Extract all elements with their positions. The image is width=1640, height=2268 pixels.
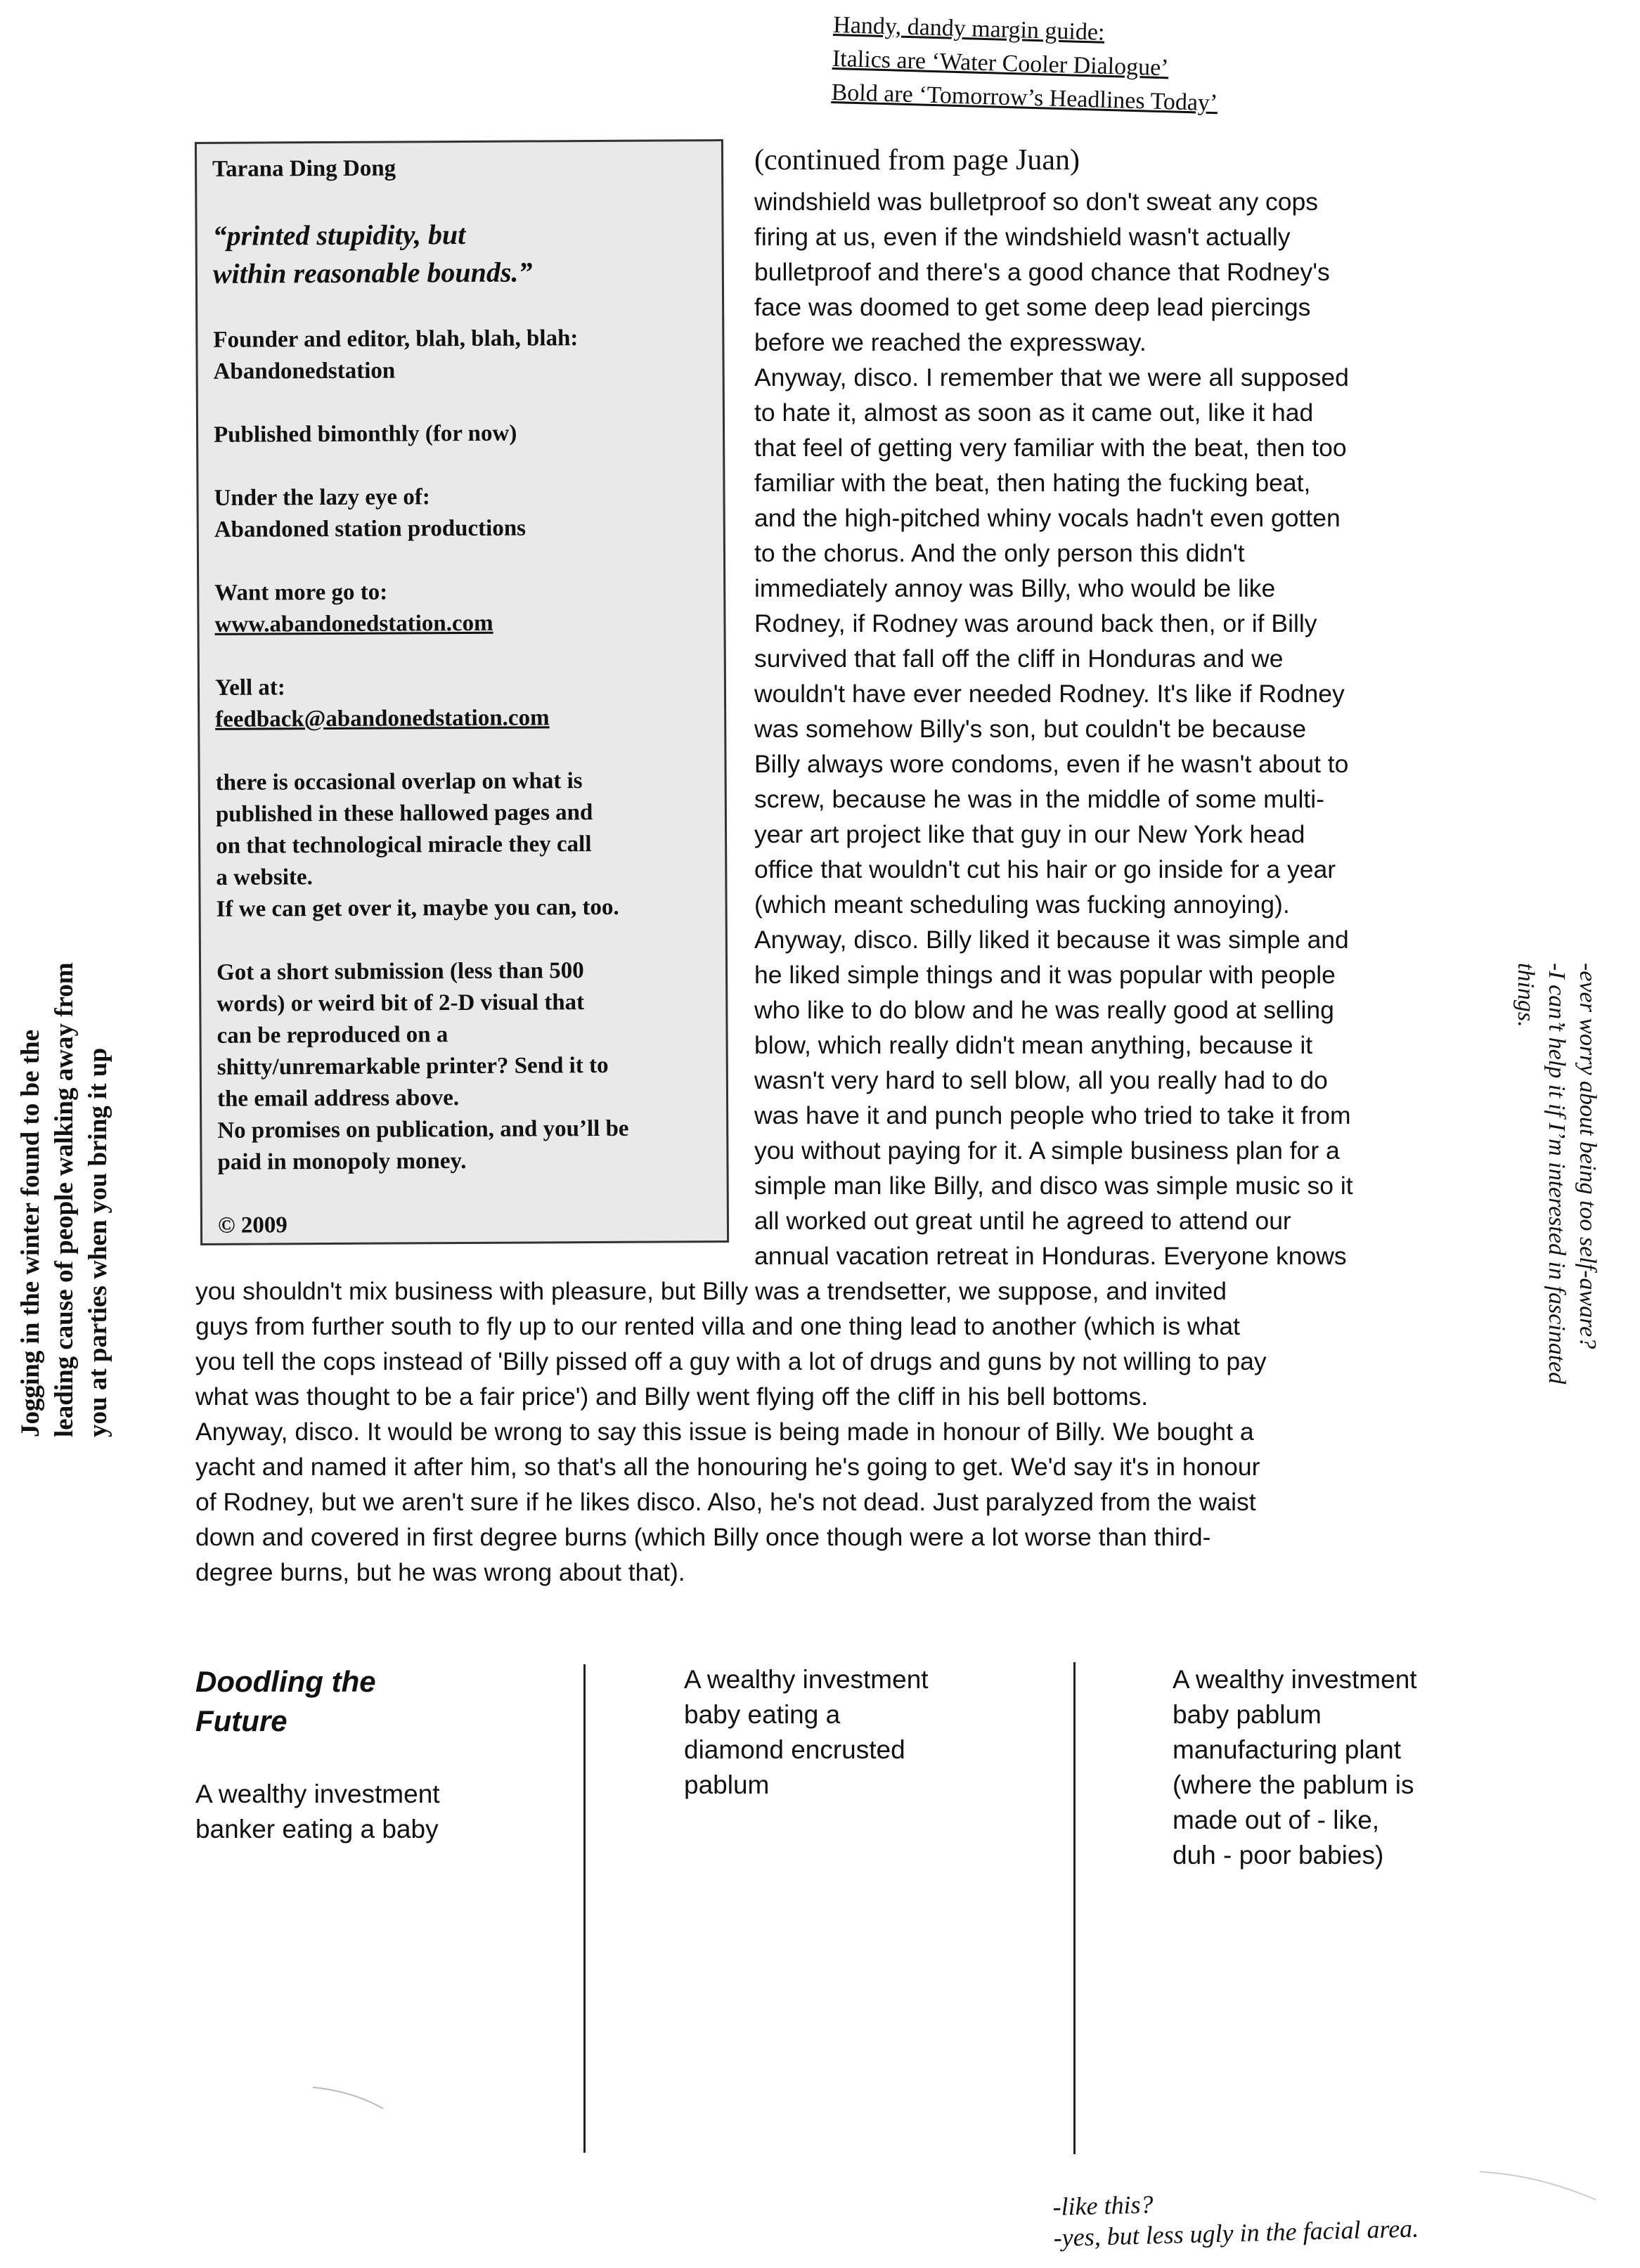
- doodle-caption-line: duh - poor babies): [1173, 1841, 1384, 1870]
- article-line: down and covered in first degree burns (which Billy once though were a lot worse than third-: [195, 1523, 1211, 1551]
- article-heading: (continued from page Juan): [754, 144, 1080, 176]
- submission-line: No promises on publication, and you’ll be: [217, 1115, 629, 1143]
- scan-artifact: [309, 2080, 394, 2123]
- right-margin-note: [1510, 963, 1603, 1694]
- article-line: windshield was bulletproof so don't sweat any cops: [754, 188, 1319, 216]
- website-block: [214, 575, 709, 641]
- doodle-panel-1-caption: [195, 1777, 440, 1847]
- right-margin-note-line: -ever worry about being too self-aware?: [1575, 963, 1601, 1349]
- article-line: survived that fall off the cliff in Honduras and we: [754, 644, 1284, 673]
- doodle-caption-line: diamond encrusted: [684, 1735, 905, 1764]
- article-line: face was doomed to get some deep lead piercings: [754, 293, 1311, 321]
- article-line: guys from further south to fly up to our rented villa and one thing lead to another (which is what: [195, 1312, 1240, 1340]
- submission-line: words) or weird bit of 2-D visual that: [217, 990, 585, 1017]
- bottom-margin-note: [1052, 2179, 1546, 2253]
- submission-line: paid in monopoly money.: [217, 1148, 467, 1175]
- overlap-line: published in these hallowed pages and: [215, 800, 593, 827]
- doodling-title: [195, 1662, 547, 1741]
- article-line: Rodney, if Rodney was around back then, or if Billy: [754, 609, 1317, 637]
- article-line: you shouldn't mix business with pleasure, but Billy was a trendsetter, we suppose, and invited: [195, 1277, 1227, 1305]
- article-line: year art project like that guy in our New York head: [754, 820, 1305, 848]
- article-line: to the chorus. And the only person this didn't: [754, 539, 1245, 567]
- article-line: immediately annoy was Billy, who would be like: [754, 574, 1276, 602]
- doodle-caption-line: manufacturing plant: [1173, 1735, 1401, 1764]
- article-line: yacht and named it after him, so that's all the honouring he's going to get. We'd say it's in honour: [195, 1453, 1260, 1481]
- right-margin-note-line: -I can’t help it if I’m interested in fascinated: [1544, 963, 1570, 1385]
- doodle-divider: [583, 1664, 586, 2153]
- doodle-caption-line: (where the pablum is: [1173, 1770, 1414, 1799]
- doodle-panel-2-caption: [684, 1662, 929, 1803]
- publisher-line: Under the lazy eye of:: [214, 484, 430, 511]
- submission-line: shitty/unremarkable printer? Send it to: [217, 1052, 609, 1080]
- publisher-line: Abandoned station productions: [214, 515, 527, 543]
- article-line: what was thought to be a fair price') and Billy went flying off the cliff in his bell bottoms.: [195, 1382, 1149, 1411]
- article-line: firing at us, even if the windshield wasn't actually: [754, 223, 1291, 251]
- article-line: office that wouldn't cut his hair or go inside for a year: [754, 855, 1336, 883]
- masthead-box: [195, 139, 729, 1245]
- publisher-credit: [214, 480, 709, 546]
- article-line: who like to do blow and he was really good at selling: [754, 996, 1334, 1024]
- overlap-line: a website.: [216, 864, 313, 890]
- article-line: screw, because he was in the middle of some multi-: [754, 785, 1324, 813]
- article-line: to hate it, almost as soon as it came out, like it had: [754, 398, 1314, 427]
- doodle-divider: [1073, 1662, 1076, 2154]
- doodle-caption-line: A wealthy investment: [195, 1780, 440, 1808]
- margin-guide-italics-line: Italics are ‘Water Cooler Dialogue’: [832, 45, 1170, 82]
- submission-note: [217, 954, 713, 1179]
- margin-guide-title: Handy, dandy margin guide:: [832, 11, 1105, 46]
- publication-frequency: Published bimonthly (for now): [213, 420, 517, 448]
- overlap-line: there is occasional overlap on what is: [215, 768, 583, 796]
- article-line: he liked simple things and it was popular with people: [754, 961, 1336, 989]
- website-label: Want more go to:: [214, 579, 388, 606]
- email-block: [215, 670, 710, 736]
- overlap-line: If we can get over it, maybe you can, too.: [216, 894, 619, 922]
- doodle-panel-3-caption: [1173, 1662, 1417, 1873]
- article-line: Anyway, disco. It would be wrong to say this issue is being made in honour of Billy. We bought a: [195, 1418, 1254, 1446]
- margin-guide-bold-line: Bold are ‘Tomorrow’s Headlines Today’: [831, 79, 1218, 117]
- doodle-caption-line: A wealthy investment: [1173, 1665, 1417, 1694]
- left-margin-note-line: leading cause of people walking away from: [50, 962, 79, 1437]
- article-line: Billy always wore condoms, even if he wasn't about to: [754, 750, 1349, 778]
- article-line: degree burns, but he was wrong about that).: [195, 1558, 685, 1586]
- article-line: bulletproof and there's a good chance that Rodney's: [754, 258, 1330, 286]
- overlap-note: [216, 765, 711, 926]
- submission-line: Got a short submission (less than 500: [216, 958, 584, 985]
- tagline-line: “printed stupidity, but: [212, 218, 466, 252]
- article-line: of Rodney, but we aren't sure if he likes disco. Also, he's not dead. Just paralyzed from the waist: [195, 1488, 1256, 1516]
- doodle-caption-line: A wealthy investment: [684, 1665, 929, 1694]
- article-line: was have it and punch people who tried to take it from: [754, 1101, 1351, 1129]
- article-line: all worked out great until he agreed to attend our: [754, 1207, 1291, 1235]
- submission-line: the email address above.: [217, 1085, 460, 1112]
- website-link[interactable]: www.abandonedstation.com: [214, 610, 493, 637]
- left-margin-note: [14, 791, 115, 1437]
- doodle-caption-line: baby pablum: [1173, 1700, 1322, 1729]
- email-link[interactable]: feedback@abandonedstation.com: [215, 705, 550, 732]
- doodle-caption-line: made out of - like,: [1173, 1806, 1380, 1834]
- article-line: was somehow Billy's son, but couldn't be because: [754, 715, 1307, 743]
- founder-credit: [213, 322, 708, 388]
- article-line: and the high-pitched whiny vocals hadn't even gotten: [754, 504, 1341, 532]
- article-line: familiar with the beat, then hating the fucking beat,: [754, 469, 1311, 497]
- left-margin-note-line: Jogging in the winter found to be the: [16, 1029, 45, 1437]
- founder-line: Founder and editor, blah, blah, blah:: [213, 325, 579, 353]
- bottom-note-line: -like this?: [1052, 2190, 1154, 2221]
- article-line: blow, which really didn't mean anything, because it: [754, 1031, 1313, 1059]
- article-line: that feel of getting very familiar with the beat, then too: [754, 434, 1347, 462]
- doodling-title-line: Doodling the: [195, 1665, 376, 1698]
- article-line: (which meant scheduling was fucking annoying).: [754, 890, 1290, 919]
- masthead-title: Tarana Ding Dong: [212, 155, 396, 182]
- email-label: Yell at:: [214, 675, 285, 701]
- article-line: before we reached the expressway.: [754, 328, 1147, 356]
- founder-line: Abandonedstation: [213, 358, 396, 384]
- margin-guide: [831, 8, 1368, 124]
- tagline: [212, 214, 708, 293]
- article-line: simple man like Billy, and disco was simple music so it: [754, 1172, 1353, 1200]
- article-line: annual vacation retreat in Honduras. Everyone knows: [754, 1242, 1347, 1270]
- right-margin-note-line: things.: [1513, 963, 1539, 1028]
- scan-artifact: [1476, 2168, 1603, 2210]
- submission-line: can be reproduced on a: [217, 1022, 448, 1049]
- bottom-note-line: -yes, but less ugly in the facial area.: [1053, 2214, 1419, 2252]
- doodle-caption-line: baby eating a: [684, 1700, 841, 1729]
- article-line: wasn't very hard to sell blow, all you really had to do: [754, 1066, 1328, 1094]
- tagline-line: within reasonable bounds.”: [212, 256, 533, 290]
- article-line: Anyway, disco. Billy liked it because it was simple and: [754, 926, 1349, 954]
- doodle-caption-line: banker eating a baby: [195, 1815, 439, 1843]
- overlap-line: on that technological miracle they call: [216, 831, 592, 859]
- article-line: you tell the cops instead of 'Billy pissed off a guy with a lot of drugs and guns by not willing to pay: [195, 1347, 1267, 1375]
- doodle-caption-line: pablum: [684, 1770, 770, 1799]
- article-line: Anyway, disco. I remember that we were all supposed: [754, 363, 1349, 391]
- article-line: you without paying for it. A simple business plan for a: [754, 1136, 1340, 1165]
- left-margin-note-line: you at parties when you bring it up: [84, 1047, 112, 1437]
- copyright: © 2009: [217, 1212, 288, 1238]
- article-line: wouldn't have ever needed Rodney. It's like if Rodney: [754, 680, 1345, 708]
- doodling-title-line: Future: [195, 1704, 288, 1737]
